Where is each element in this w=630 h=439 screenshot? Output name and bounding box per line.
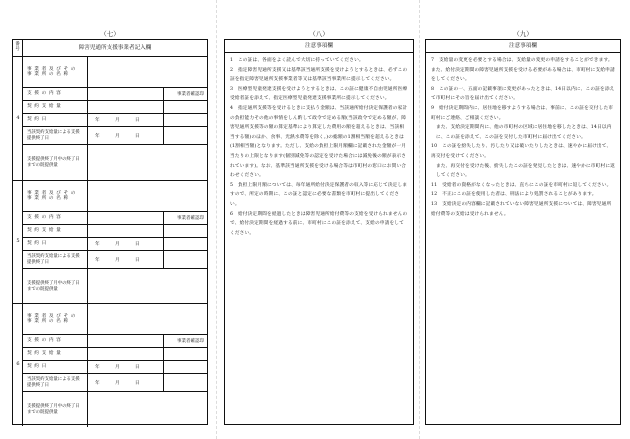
content-row	[23, 212, 207, 225]
note-item: 11 受給者の資格がなくなったときは、直ちにこの証を市町村に返してください。	[431, 182, 612, 188]
contract-amount-label: 契約支給量	[27, 228, 64, 234]
block-number-cell	[13, 57, 23, 180]
block-number: 4	[16, 114, 20, 121]
contract-date-row	[23, 114, 207, 127]
page-title-middle: （八）	[309, 30, 329, 38]
contract-amount-label: 契約支給量	[27, 351, 64, 357]
notes-panel-middle	[224, 39, 414, 425]
remaining-label: 当該契約支給量による支援提供終了日	[27, 130, 80, 141]
content-row	[23, 88, 207, 101]
facility-label: 事業者及びその事業所の名称	[27, 66, 79, 77]
contract-amount-row	[23, 101, 207, 114]
block-number-cell	[13, 304, 23, 426]
record-block	[13, 180, 207, 303]
notes-header: 注意事項欄	[225, 40, 413, 53]
table-header	[13, 40, 207, 57]
confirm-seal-label: 事業者確認印	[177, 92, 204, 97]
content-label: 支援の内容	[27, 91, 64, 97]
block-number-cell	[13, 181, 23, 303]
notes-list	[431, 56, 615, 219]
note-item: 6 給付決定期間を経過したときは障害児通所給付費等の支給を受けられませんので、給付決定期間を経過する前に、市町村にこの証を添えて、支給の申請をしてください。	[230, 211, 408, 236]
contract-amount-row	[23, 348, 207, 361]
table-title: 障害児通所支援事業者記入欄	[78, 45, 152, 51]
contract-date-label: 契約日	[27, 241, 49, 247]
note-item: 3 医療型児童発達支援を受けようとするときは、この証に健康不自由児通所医療受給者証を添えて、指定医療型児童発達支援事業所に提示してください。	[230, 86, 408, 102]
note-item: 2 指定障害児通所支援又は基準該当通所支援を受けようとするときは、必ずこの証を指定障害児通所支援事業者等又は基準該当事業所に提示してください。	[230, 67, 408, 83]
block-number: 5	[16, 238, 20, 244]
note-item: 7 支給量の変更を必要とする場合は、支給量の変更の申請をすることができます。また、給付決定期間の障害児通所支援を受ける必要がある場合は、市町村に支給申請をしてください。	[431, 58, 615, 83]
end-usage-row	[23, 145, 207, 180]
fold-line	[216, 0, 217, 439]
content-label: 支援の内容	[27, 215, 64, 221]
end-usage-label: 支援提供終了月中の終了日までの既提供量	[27, 157, 80, 168]
note-item: 12 不正にこの証を使用した者は、刑法により処罰されることがあります。	[431, 192, 597, 198]
remaining-row	[23, 127, 207, 145]
page-title-right: （九）	[513, 30, 533, 38]
contract-date-row	[23, 238, 207, 251]
note-item: また、支給決定期間内に、他の市町村の区域に居住地を移したときは、14日以内に、この証を添えて、この証を交付した市町村に届け出てください。	[436, 125, 612, 140]
record-block	[13, 57, 207, 180]
confirm-seal-label: 事業者確認印	[177, 216, 204, 221]
contract-date-label: 契約日	[27, 117, 49, 123]
note-item: 10 この証を紛失したり、汚したり又は破いたりしたときは、速やかに届け出て、再交付を受けてください。	[431, 144, 612, 159]
contract-amount-label: 契約支給量	[27, 104, 64, 110]
fold-line	[419, 0, 420, 439]
confirm-seal-label: 事業者確認印	[177, 339, 204, 344]
note-item: 8 この証の一、五面の記載事項に変更があったときは、14日以内に、この証を添えて市町村にその旨を届け出てください。	[431, 86, 615, 102]
remaining-label: 当該契約支給量による支援提供終了日	[27, 254, 80, 265]
date-field: 年 月 日	[95, 365, 140, 370]
contract-date-label: 契約日	[27, 364, 49, 370]
date-field: 年 月 日	[95, 133, 140, 139]
facility-label: 事業者及びその事業所の名称	[27, 190, 79, 201]
number-column-header: 番号	[13, 40, 23, 56]
notes-panel-right	[425, 39, 621, 425]
date-field: 年 月 日	[95, 380, 140, 386]
block-number: 6	[16, 361, 20, 367]
note-item: 13 支給決定の内容欄に記載されていない障害児通所支援については、障害児通所給付費等の支給は受けられません。	[431, 201, 612, 217]
facility-row	[23, 181, 207, 212]
note-item: 9 給付決定期間内に、居住地を移すようする場合は、事前に、この証を交付した市町村にご連絡、ご相談ください。	[431, 105, 614, 121]
note-item: 5 負担上限月額については、毎年通所給付決定保護者の収入等に応じて決定しますので、所定の時期に、この証と認定に必要な書類を市町村に提出してください。	[230, 182, 408, 207]
content-row	[23, 335, 207, 348]
contract-amount-row	[23, 225, 207, 238]
notes-list	[230, 56, 408, 238]
note-item: 4 指定通所支援等を受けるときに支払う金額は、当該通所給付決定保護者の家計の負担能力その他の事情をしん酌して政令で定める額(当該政令で定める額が、障害児通所支援等の額の算定基準により算定した費用の額を超えるときは、当該相当する額)のほか、食事、光熱水費等を除く。)の総額の1割相当額を超えるときは(1割相当額)となります。ただし、支給の負担上限月額欄に記載された金額が一月当たりの上限となります(個別減免等の認定を受けた場合には減免後の額が表示されています)。なお、基準該当通所支援を受ける場合等は市町村の窓口にお問い合わせください。	[230, 105, 408, 179]
end-usage-row	[23, 392, 207, 427]
contract-date-row	[23, 361, 207, 374]
notes-header: 注意事項欄	[426, 40, 620, 53]
end-usage-label: 支援提供終了月中の終了日までの既提供量	[27, 281, 80, 292]
date-field: 年 月 日	[95, 242, 140, 247]
page-title-left: （七）	[100, 30, 120, 38]
note-item: 1 この証は、各面をよく読んで大切に持っていてください。	[230, 58, 364, 63]
remaining-row	[23, 251, 207, 269]
date-field: 年 月 日	[95, 257, 140, 263]
content-label: 支援の内容	[27, 338, 64, 344]
note-item: また、再交付を受けた後、紛失したこの証を発見したときは、速やかに市町村に返してください。	[436, 163, 615, 179]
remaining-row	[23, 374, 207, 392]
remaining-label: 当該契約支給量による支援提供終了日	[27, 377, 80, 388]
end-usage-row	[23, 269, 207, 304]
facility-row	[23, 304, 207, 335]
end-usage-label: 支援提供終了月中の終了日までの既提供量	[27, 404, 80, 415]
date-field: 年 月 日	[95, 118, 140, 123]
facility-label: 事業者及びその事業所の名称	[27, 313, 79, 324]
record-block	[13, 303, 207, 426]
provider-record-table	[12, 39, 208, 425]
facility-row	[23, 57, 207, 88]
